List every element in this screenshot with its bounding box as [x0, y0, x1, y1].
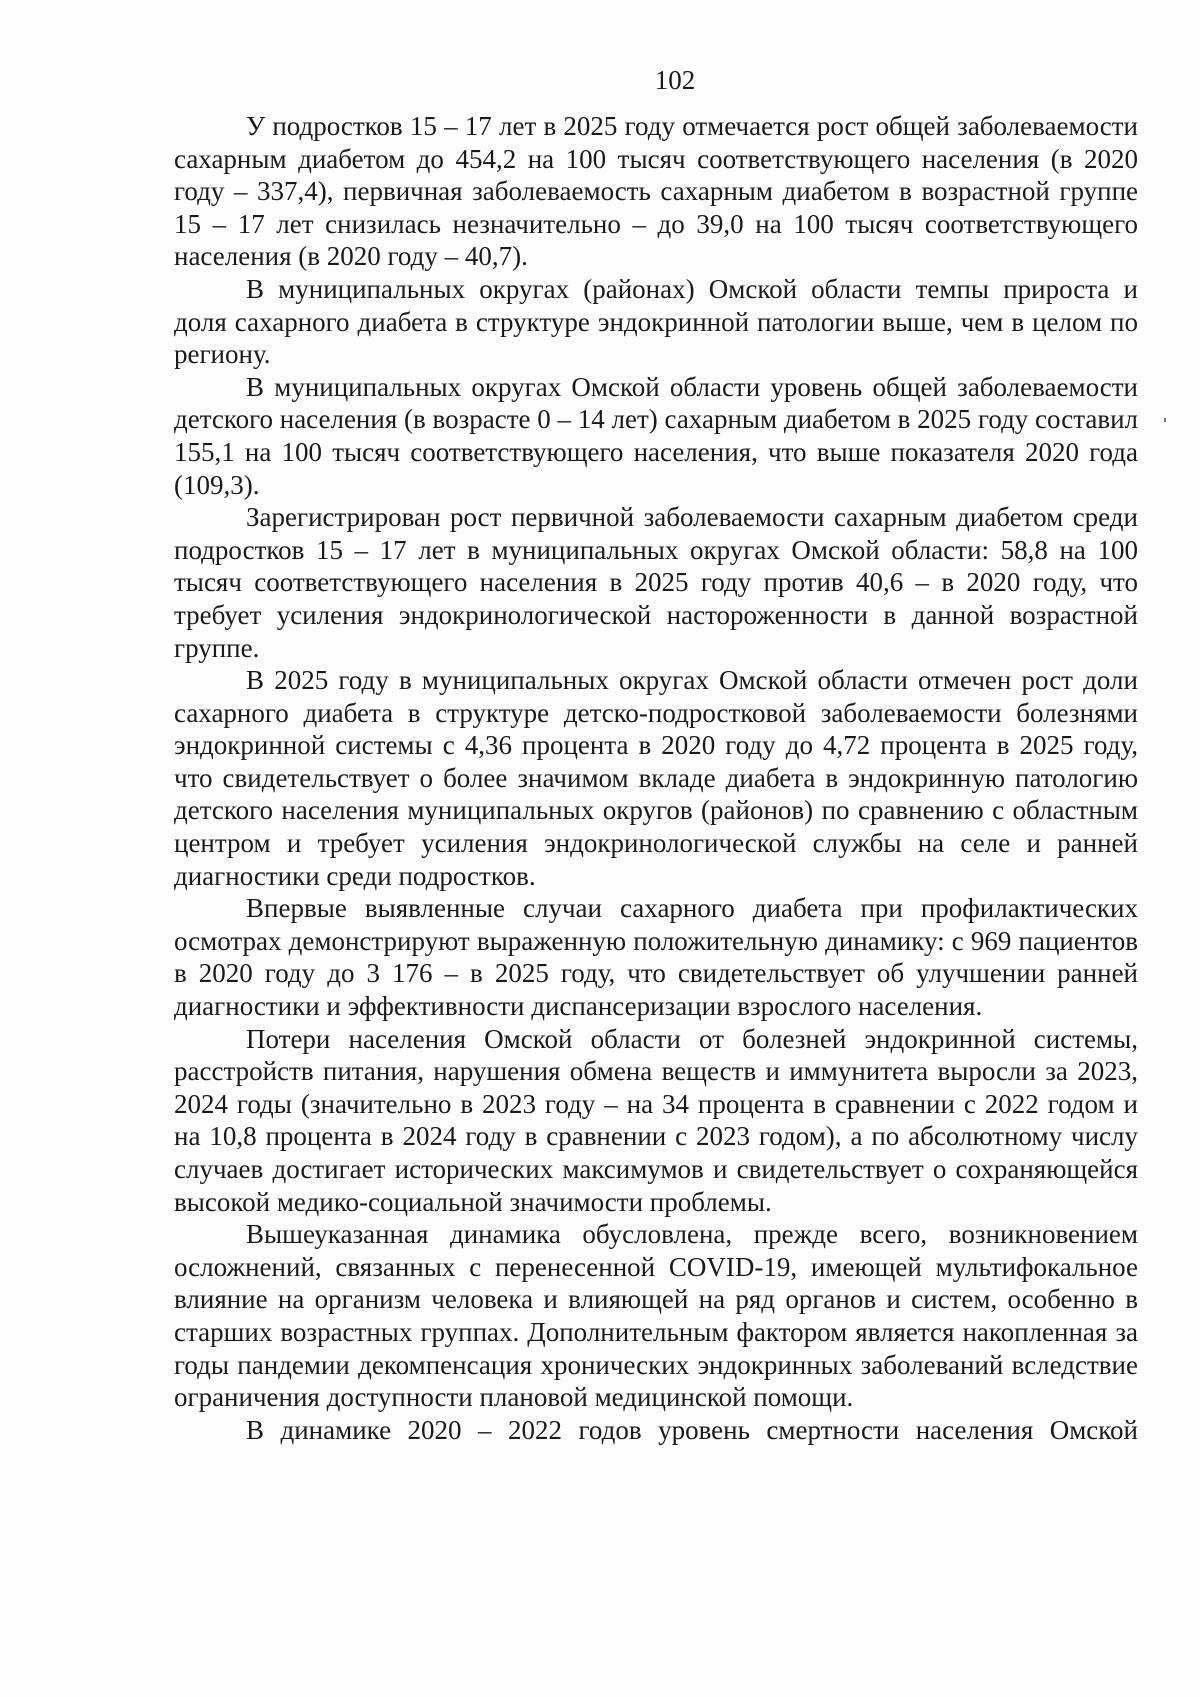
- document-body: [174, 110, 1138, 1446]
- paragraph-mortality-dynamics: В динамике 2020 – 2022 годов уровень смертности населения Омской: [246, 1414, 1138, 1445]
- paragraph-child-morbidity: В муниципальных округах Омской области уровень общей заболеваемости детского населения (в возрасте 0 – 14 лет) сахарным диабетом в 2025 году составил 155,1 на 100 тысяч соответствующего населения, что выше показателя 2020 года (109,3).: [174, 371, 1138, 500]
- paragraph-diabetes-share: В 2025 году в муниципальных округах Омской области отмечен рост доли сахарного диабета в структуре детско-подростковой заболеваемости болезнями эндокринной системы с 4,36 процента в 2020 году до 4,72 процента в 2025 году, что свидетельствует о более значимом вкладе диабета в эндокринную патологию детского населения муниципальных округов (районов) по сравнению с областным центром и требует усиления эндокринологической службы на селе и ранней диагностики среди подростков.: [174, 665, 1138, 891]
- paragraph-primary-morbidity: Зарегистрирован рост первичной заболеваемости сахарным диабетом среди подростков 15 – 17 лет в муниципальных округах Омской области: 58,8 на 100 тысяч соответствующего населения в 2025 году против 40,6 – в 2020 году, что требует усиления эндокринологической настороженности в данной возрастной группе.: [174, 502, 1138, 663]
- paragraph-population-losses: Потери населения Омской области от болезней эндокринной системы, расстройств питания, нарушения обмена веществ и иммунитета выросли за 2023, 2024 годы (значительно в 2023 году – на 34 процента в сравнении с 2022 годом и на 10,8 процента в 2024 году в сравнении с 2023 годом), а по абсолютному числу случаев достигает исторических максимумов и свидетельствует о сохраняющейся высокой медико-социальной значимости проблемы.: [174, 1023, 1138, 1217]
- paragraph-screening: Впервые выявленные случаи сахарного диабета при профилактических осмотрах демонстрируют выраженную положительную динамику: с 969 пациентов в 2020 году до 3 176 – в 2025 году, что свидетельствует об улучшении ранней диагностики и эффективности диспансеризации взрослого населения.: [174, 893, 1138, 1022]
- paragraph-covid-dynamics: Вышеуказанная динамика обусловлена, прежде всего, возникновением осложнений, связанных с перенесенной COVID-19, имеющей мультифокальное влияние на организм человека и влияющей на ряд органов и систем, особенно в старших возрастных группах. Дополнительным фактором является накопленная за годы пандемии декомпенсация хронических эндокринных заболеваний вследствие ограничения доступности плановой медицинской помощи.: [174, 1219, 1138, 1413]
- page-number: 102: [654, 65, 696, 95]
- paragraph-adolescent-diabetes: У подростков 15 – 17 лет в 2025 году отмечается рост общей заболеваемости сахарным диабетом до 454,2 на 100 тысяч соответствующего населения (в 2020 году – 337,4), первичная заболеваемость сахарным диабетом в возрастной группе 15 – 17 лет снизилась незначительно – до 39,0 на 100 тысяч соответствующего населения (в 2020 году – 40,7).: [174, 111, 1138, 272]
- scan-artifact: [1164, 418, 1166, 422]
- paragraph-municipal-growth: В муниципальных округах (районах) Омской области темпы прироста и доля сахарного диабета в структуре эндокринной патологии выше, чем в целом по региону.: [174, 273, 1138, 370]
